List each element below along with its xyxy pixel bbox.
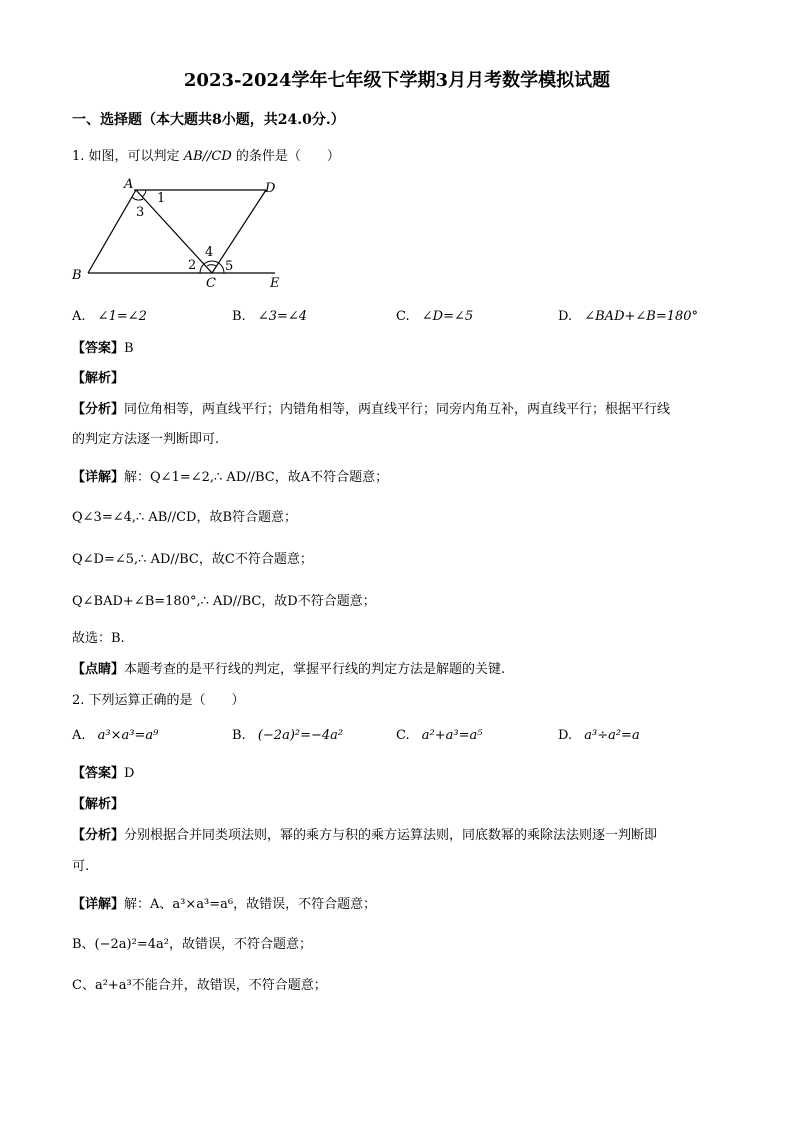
- q2-option-b: [232, 728, 343, 744]
- option-text: (−2a)²=−4a²: [257, 728, 344, 743]
- angle-arc-a-left: [132, 197, 143, 200]
- q2-fenxi-line2: 可.: [72, 859, 90, 874]
- option-text: ∠1=∠2: [97, 309, 147, 324]
- page-title: 2023-2024学年七年级下学期3月月考数学模拟试题: [183, 70, 611, 91]
- angle-arc-c: [200, 261, 224, 273]
- q1-detail-line1: [72, 470, 388, 486]
- option-key: D.: [558, 728, 573, 743]
- segment-dc: [212, 190, 266, 273]
- option-text: a³÷a²=a: [584, 728, 640, 743]
- label-a: A: [124, 177, 134, 192]
- detail-text: 解：Q∠1=∠2,∴ AD//BC，故A不符合题意；: [124, 470, 389, 485]
- q1-fenxi-line2: 的判定方法逐一判断即可.: [72, 432, 220, 447]
- q1-choose: 故选：B.: [72, 631, 125, 646]
- q1-option-c: [396, 309, 473, 325]
- q1-stem-suffix: 的条件是（ ）: [235, 149, 340, 164]
- option-key: B.: [232, 728, 246, 743]
- q2-option-c: [396, 728, 482, 744]
- segment-ac: [136, 190, 212, 273]
- fenxi-tag: 【分析】: [72, 828, 125, 843]
- answer-value: D: [124, 766, 135, 781]
- q2-stem: 2. 下列运算正确的是（ ）: [72, 693, 245, 708]
- q2-answer: [72, 766, 134, 782]
- option-text: ∠BAD+∠B=180°: [584, 309, 699, 324]
- q1-stem: [72, 149, 340, 165]
- label-angle-4: 4: [205, 245, 214, 260]
- dianjing-text: 本题考查的是平行线的判定，掌握平行线的判定方法是解题的关键.: [124, 662, 506, 677]
- answer-value: B: [124, 341, 134, 356]
- detail-tag: 【详解】: [72, 897, 125, 912]
- option-text: ∠D=∠5: [421, 309, 474, 324]
- q2-option-a: [72, 728, 158, 744]
- option-key: B.: [232, 309, 246, 324]
- option-text: ∠3=∠4: [257, 309, 308, 324]
- q2-option-d: [558, 728, 640, 744]
- option-key: C.: [396, 309, 410, 324]
- segment-ab: [88, 190, 136, 273]
- q1-answer: [72, 341, 134, 357]
- dianjing-tag: 【点睛】: [72, 662, 125, 677]
- q1-dianjing: [72, 662, 505, 678]
- label-c: C: [206, 276, 216, 291]
- q1-analysis-tag: 【解析】: [72, 371, 125, 386]
- q1-detail-line2: Q∠3=∠4,∴ AB//CD，故B符合题意；: [72, 510, 298, 525]
- label-angle-2: 2: [188, 258, 197, 273]
- option-text: a²+a³=a⁵: [421, 728, 483, 743]
- fenxi-tag: 【分析】: [72, 402, 125, 417]
- option-key: C.: [396, 728, 410, 743]
- q2-fenxi-line1: [72, 828, 657, 844]
- label-e: E: [270, 276, 280, 291]
- answer-tag: 【答案】: [72, 341, 125, 356]
- option-key: A.: [72, 728, 86, 743]
- label-b: B: [72, 268, 82, 283]
- answer-tag: 【答案】: [72, 766, 125, 781]
- option-text: a³×a³=a⁹: [97, 728, 159, 743]
- q1-option-d: [558, 309, 698, 325]
- q1-detail-line4: Q∠BAD+∠B=180°,∴ AD//BC，故D不符合题意；: [72, 594, 376, 609]
- q1-fenxi-line1: [72, 402, 670, 418]
- label-angle-5: 5: [225, 259, 234, 274]
- fenxi-text: 同位角相等，两直线平行；内错角相等，两直线平行；同旁内角互补，两直线平行；根据平行线: [124, 402, 671, 417]
- q2-detail-line3: C、a²+a³不能合并，故错误，不符合题意；: [72, 978, 327, 993]
- label-angle-3: 3: [136, 205, 145, 220]
- section-heading: 一、选择题（本大题共8小题，共24.0分.）: [72, 112, 345, 128]
- label-d: D: [265, 181, 276, 196]
- option-key: A.: [72, 309, 86, 324]
- q2-analysis-tag: 【解析】: [72, 797, 125, 812]
- detail-text: 解：A、a³×a³=a⁶，故错误，不符合题意；: [124, 897, 377, 912]
- q2-detail-line1: [72, 897, 376, 913]
- q1-detail-line3: Q∠D=∠5,∴ AD//BC，故C不符合题意；: [72, 552, 313, 567]
- q2-detail-line2: B、(−2a)²=4a²，故错误，不符合题意；: [72, 937, 312, 952]
- fenxi-text: 分别根据合并同类项法则，幂的乘方与积的乘方运算法则，同底数幂的乘除法法则逐一判断即: [124, 828, 658, 843]
- q1-stem-math: AB//CD: [183, 149, 232, 164]
- q1-option-a: [72, 309, 147, 325]
- angle-arc-a: [142, 190, 146, 197]
- detail-tag: 【详解】: [72, 470, 125, 485]
- q1-option-b: [232, 309, 307, 325]
- label-angle-1: 1: [157, 191, 166, 206]
- q1-stem-prefix: 1. 如图，可以判定: [72, 149, 180, 164]
- angle-arc-c-inner: [207, 265, 216, 266]
- option-key: D.: [558, 309, 573, 324]
